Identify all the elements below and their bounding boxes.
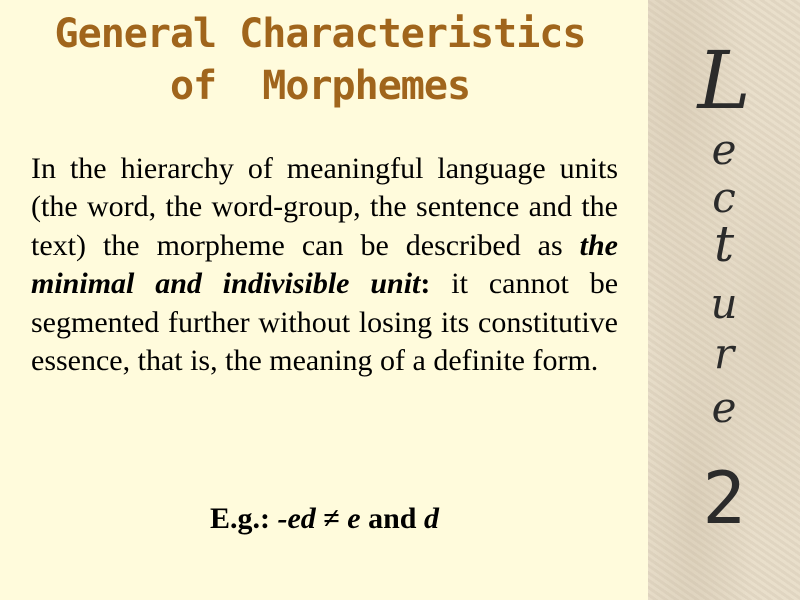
lecture-letter-c: c (712, 173, 736, 222)
body-paragraph (31, 150, 618, 380)
example-item-d: d (423, 502, 439, 535)
example-item-e: e (347, 502, 361, 535)
title-line-1: General Characteristics (54, 11, 586, 57)
lecture-letter-r: r (713, 329, 735, 378)
body-text-part-1: In the hierarchy of meaningful language units (the word, the word-group, the sentence and the text) the morpheme can be described as (31, 152, 618, 262)
example-not-equal: ≠ (315, 502, 348, 535)
example-line (31, 502, 618, 536)
title-line-2: of Morphemes (169, 63, 471, 109)
lecture-number-2: 2 (702, 456, 746, 540)
slide-title (10, 8, 630, 112)
example-prefix: E.g.: (210, 502, 278, 535)
lecture-letter-t: t (713, 215, 735, 273)
body-colon: : (420, 267, 431, 301)
lecture-letter-u: u (710, 279, 738, 328)
example-item-ed: -ed (277, 502, 316, 535)
body-text-part-2: it cannot be segmented further without losing its constitutive essence, that is, the meaning of a definite form. (31, 267, 619, 378)
lecture-letter-e-2: e (711, 383, 737, 432)
example-and: and (360, 502, 424, 535)
body-emphasis: the minimal and indivisible unit (31, 228, 618, 301)
lecture-letter-L: L (697, 34, 751, 127)
lecture-side-panel (648, 0, 800, 600)
lecture-letter-e: e (711, 125, 737, 174)
